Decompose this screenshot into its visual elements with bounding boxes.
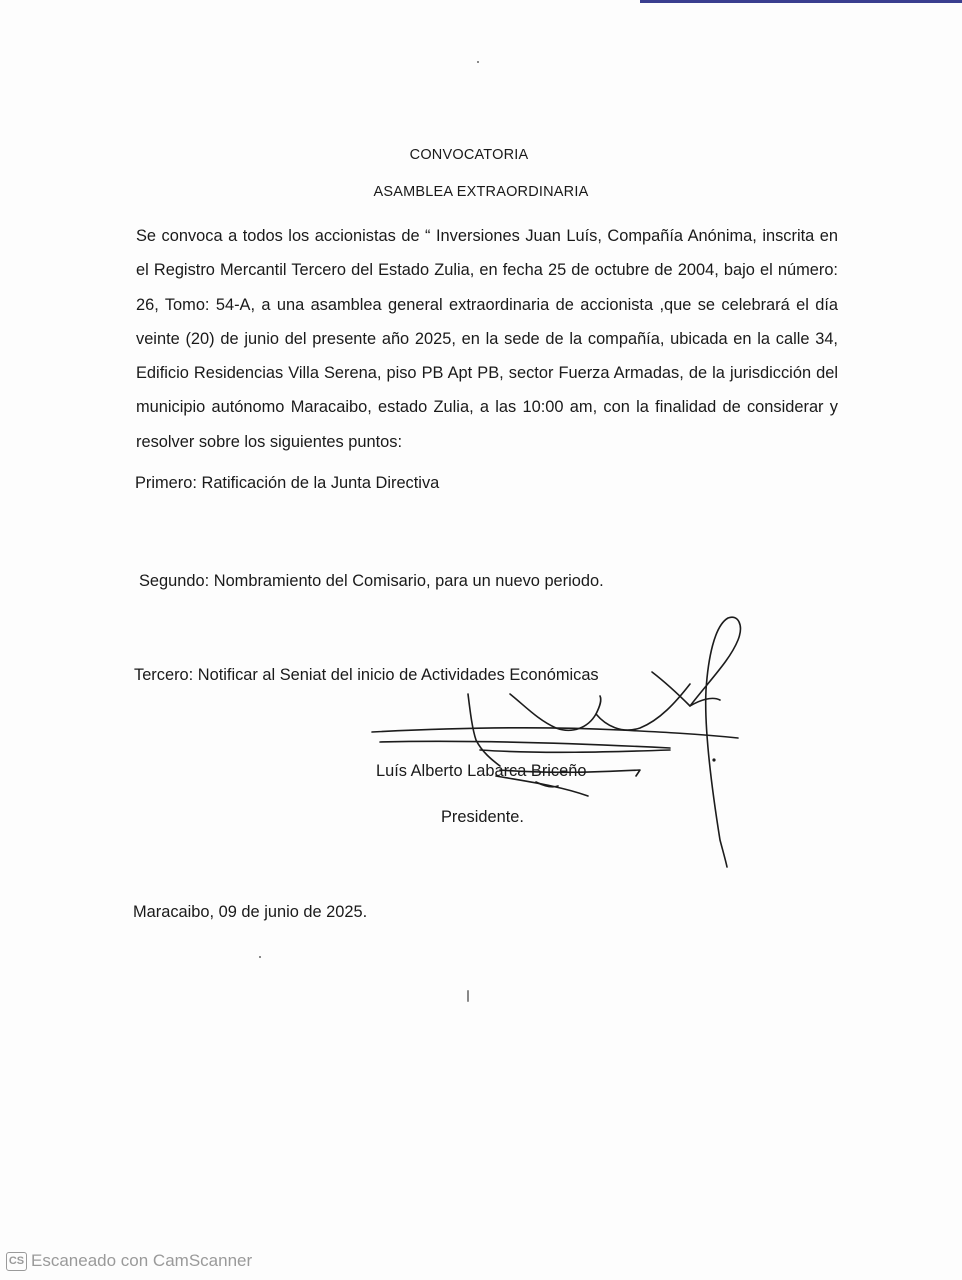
scan-speck [259, 956, 261, 958]
convocation-paragraph: Se convoca a todos los accionistas de “ Inversiones Juan Luís, Compañía Anónima, inscrita en el Registro Mercantil Tercero del Estado Zulia, en fecha 25 de octubre de 2004, bajo el número: 26, Tomo: 54-A, a una asamblea general extraordinaria de accionista ,que se celebrará el día veinte (20) de junio del presente año 2025, en la sede de la compañía, ubicada en la calle 34, Edificio Residencias Villa Serena, piso PB Apt PB, sector Fuerza Armadas, de la jurisdicción del municipio autónomo Maracaibo, estado Zulia, a las 10:00 am, con la finalidad de considerar y resolver sobre los siguientes puntos: [136, 227, 838, 451]
document-subtitle: ASAMBLEA EXTRAORDINARIA [373, 184, 589, 200]
top-edge-rule [640, 0, 962, 3]
scan-speck [477, 61, 479, 63]
agenda-point-first: Primero: Ratificación de la Junta Directiva [135, 474, 440, 492]
signer-title: Presidente. [441, 808, 524, 826]
agenda-point-second: Segundo: Nombramiento del Comisario, para un nuevo periodo. [139, 572, 604, 590]
scan-speck [467, 990, 469, 1002]
place-and-date: Maracaibo, 09 de junio de 2025. [133, 903, 368, 921]
camscanner-logo-icon: CS [6, 1252, 27, 1271]
camscanner-watermark [6, 1251, 252, 1271]
signer-name: Luís Alberto Labarca Briceño [376, 762, 587, 780]
agenda-point-third: Tercero: Notificar al Seniat del inicio de Actividades Económicas [134, 666, 599, 684]
document-title: CONVOCATORIA [409, 147, 529, 163]
handwritten-signature [360, 610, 780, 880]
watermark-text: Escaneado con CamScanner [31, 1251, 253, 1270]
